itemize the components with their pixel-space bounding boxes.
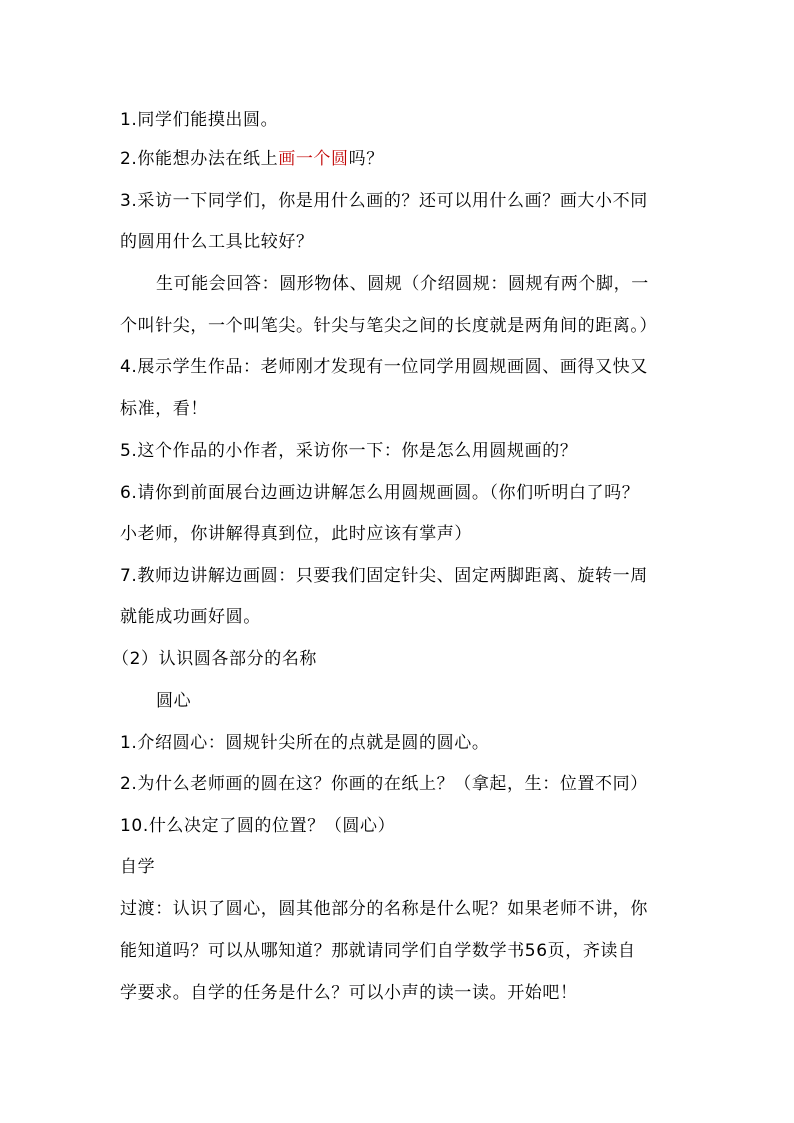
- paragraph-line: 1.同学们能摸出圆。: [120, 110, 279, 130]
- paragraph-line: 2.为什么老师画的圆在这？你画的在纸上？（拿起，生：位置不同）: [120, 774, 648, 794]
- paragraph-line: 标准，看！: [120, 399, 208, 419]
- paragraph-line: 小老师，你讲解得真到位，此时应该有掌声）: [120, 524, 472, 544]
- line-text: 2.你能想办法在纸上: [120, 149, 279, 169]
- paragraph-line: 7.教师边讲解边画圆：只要我们固定针尖、固定两脚距离、旋转一周: [120, 566, 648, 586]
- paragraph-line: 10.什么决定了圆的位置？（圆心）: [120, 816, 396, 836]
- highlighted-text: 画一个圆: [278, 149, 349, 169]
- paragraph-line: 3.采访一下同学们，你是用什么画的？还可以用什么画？画大小不同: [120, 191, 648, 211]
- subsection-heading: 自学: [120, 857, 156, 877]
- paragraph-line: 5.这个作品的小作者，采访你一下：你是怎么用圆规画的？: [120, 441, 578, 461]
- paragraph-line: [120, 149, 700, 169]
- subsection-heading: 圆心: [156, 691, 192, 711]
- paragraph-line: 的圆用什么工具比较好？: [120, 232, 314, 252]
- paragraph-line: 能知道吗？可以从哪知道？那就请同学们自学数学书56页，齐读自: [120, 941, 636, 961]
- paragraph-line: 就能成功画好圆。: [120, 607, 261, 627]
- paragraph-line: 学要求。自学的任务是什么？可以小声的读一读。开始吧！: [120, 983, 578, 1003]
- line-text: 吗？: [348, 149, 384, 169]
- paragraph-line: 6.请你到前面展台边画边讲解怎么用圆规画圆。（你们听明白了吗？: [120, 483, 640, 503]
- paragraph-line: 生可能会回答：圆形物体、圆规（介绍圆规：圆规有两个脚，一: [156, 274, 649, 294]
- paragraph-line: 过渡：认识了圆心，圆其他部分的名称是什么呢？如果老师不讲，你: [120, 899, 648, 919]
- paragraph-line: 1.介绍圆心：圆规针尖所在的点就是圆的圆心。: [120, 733, 490, 753]
- paragraph-line: 4.展示学生作品：老师刚才发现有一位同学用圆规画圆、画得又快又: [120, 357, 648, 377]
- section-heading: （2）认识圆各部分的名称: [112, 649, 318, 669]
- paragraph-line: 个叫针尖，一个叫笔尖。针尖与笔尖之间的长度就是两角间的距离。）: [120, 316, 658, 336]
